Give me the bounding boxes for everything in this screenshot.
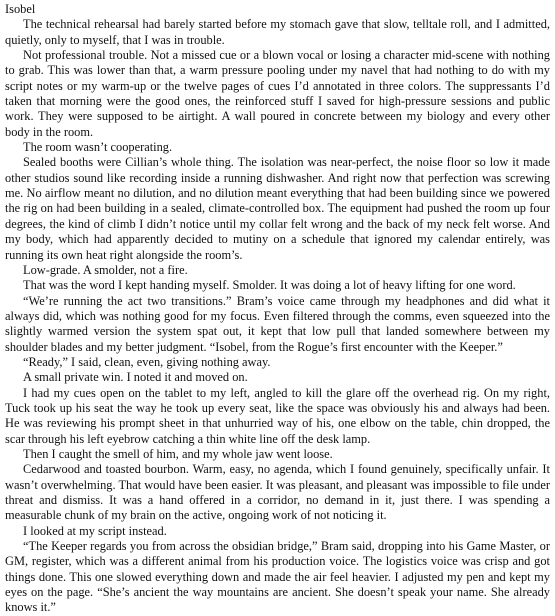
paragraph: Then I caught the smell of him, and my whole jaw went loose.	[23, 446, 333, 461]
paragraph: A small private win. I noted it and moved on.	[23, 370, 248, 385]
paragraph: The technical rehearsal had barely started before my stomach gave that slow, telltale roll, and I admitted, quietly, only to myself, that I was in trouble.	[5, 17, 550, 47]
paragraph: Not professional trouble. Not a missed cue or a blown vocal or losing a character mid-scene with nothing to grab. This was lower than that, a warm pressure pooling under my navel that had nothing to do with my script notes or my warm-up or the twelve pages of cues I’d annotated in three colors. The suppressants I’d taken that morning were the good ones, the reinforced stuff I saved for high-pressure sessions and public work. They were supposed to be airtight. A wall poured in concrete between my biology and every other body in the room.	[5, 48, 550, 139]
paragraph: “The Keeper regards you from across the obsidian bridge,” Bram said, dropping into his Game Master, or GM, register, which was a different animal from his production voice. The logistics voice was crisp and got things done. This one slowed everything down and made the air feel heavier. I adjusted my pen and kept my eyes on the page. “She’s ancient the way mountains are ancient. She doesn’t speak your name. She already knows it.”	[5, 539, 550, 615]
paragraph: I had my cues open on the tablet to my left, angled to kill the glare off the overhead rig. On my right, Tuck took up his seat the way he took up every seat, like the space was obviously his and always had been. He was reviewing his prompt sheet in that unhurried way of his, one elbow on the table, chin dropped, the scar through his left eyebrow catching a thin white line off the desk lamp.	[5, 385, 550, 446]
section-heading: Isobel	[5, 2, 36, 16]
paragraph: “Ready,” I said, clean, even, giving nothing away.	[23, 354, 271, 369]
paragraph: “We’re running the act two transitions.” Bram’s voice came through my headphones and did what it always did, which was nothing good for my focus. Even filtered through the comms, even squeezed into the slightly warmed version the system spat out, it kept that low pull that landed somewhere between my shoulder blades and my better judgment. “Isobel, from the Rogue’s first encounter with the Keeper.”	[5, 293, 550, 354]
paragraph: The room wasn’t cooperating.	[23, 140, 173, 155]
paragraph: I looked at my script instead.	[23, 523, 167, 538]
paragraph: Cedarwood and toasted bourbon. Warm, easy, no agenda, which I found genuinely, specifically unfair. It wasn’t overwhelming. That would have been easier. It was pleasant, and pleasant was impossible to file under threat and dismiss. It was a hand offered in a corridor, no demand in it, just there. I was spending a measurable chunk of my brain on the active, ongoing work of not noticing it.	[5, 462, 550, 523]
paragraph: That was the word I kept handing myself. Smolder. It was doing a lot of heavy lifting for one word.	[23, 278, 516, 293]
paragraph: Low-grade. A smolder, not a fire.	[23, 262, 188, 277]
paragraph: Sealed booths were Cillian’s whole thing. The isolation was near-perfect, the noise floor so low it made other studios sound like recording inside a running dishwasher. And right now that perfection was screwing me. No airflow meant no dilution, and no dilution meant everything that had been building since we powered the rig on had been building in a sealed, climate-controlled box. The equipment had pushed the room up four degrees, the kind of climb I didn’t notice until my collar felt wrong and the back of my neck felt worse. And my body, which had apparently decided to mutiny on a schedule that ignored my calendar entirely, was running its own heat right alongside the room’s.	[5, 155, 550, 262]
